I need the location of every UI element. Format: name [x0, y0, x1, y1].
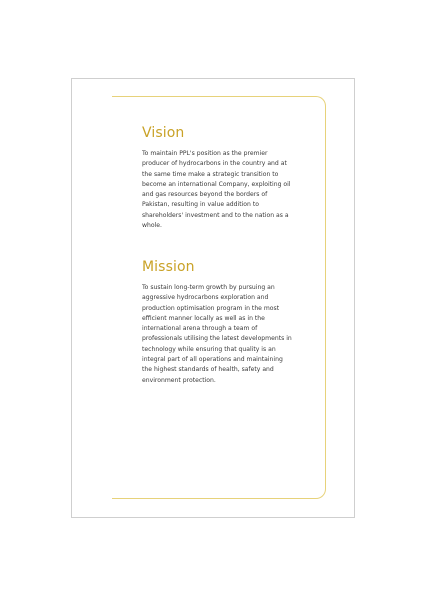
mission-statement: To sustain long-term growth by pursuing an aggressive hydrocarbons exploration and production optimisation program in the most efficient manner locally as well as in the international arena through a team of professionals utilising the latest developments in technology while ensuring that quality is an integral part of all operations and maintaining the highest standards of health, safety and environment protection. — [142, 284, 292, 384]
mission-heading: Mission — [142, 259, 195, 275]
vision-heading: Vision — [142, 125, 185, 141]
vision-statement: To maintain PPL's position as the premier producer of hydrocarbons in the country and at the same time make a strategic transition to become an international Company, exploiting oil and gas resources beyond the borders of Pakistan, resulting in value addition to shareholders' investment and to the nation as a whole. — [142, 150, 291, 230]
mission-section — [142, 259, 292, 386]
vision-section — [142, 125, 292, 231]
